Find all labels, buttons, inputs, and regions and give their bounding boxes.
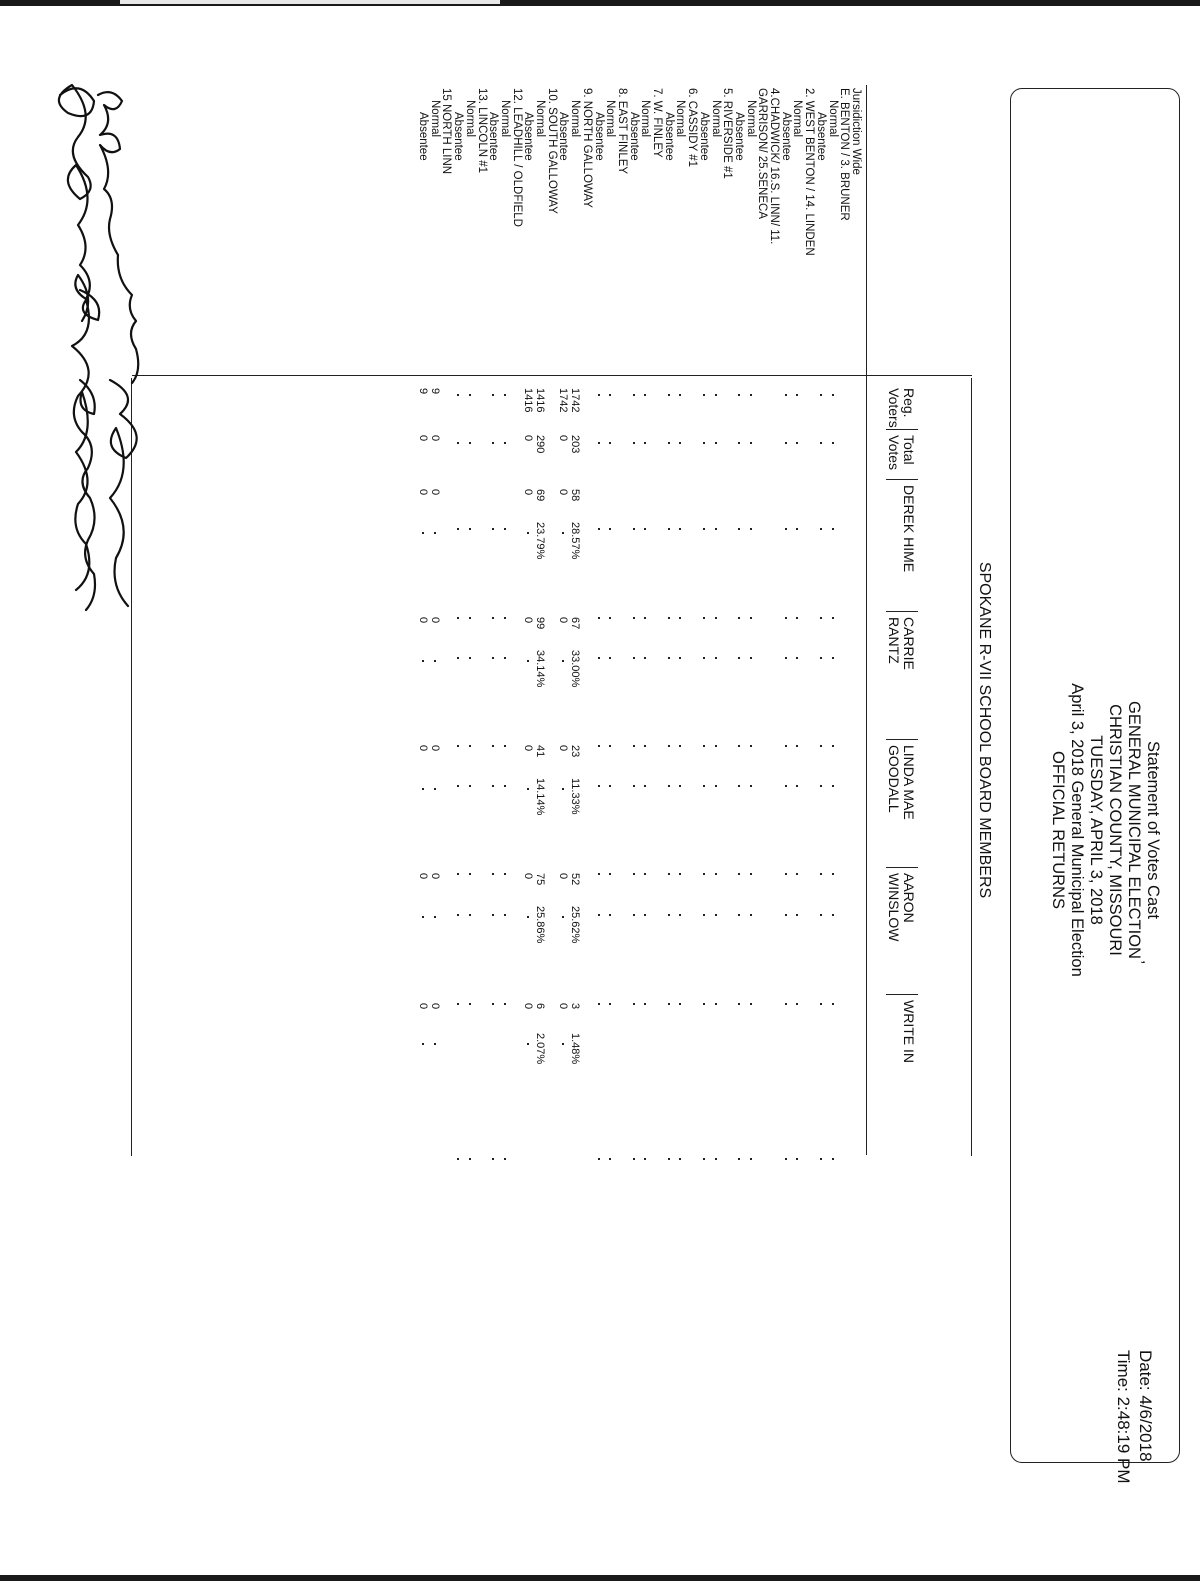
- title-line: TUESDAY, APRIL 3, 2018: [1087, 735, 1105, 925]
- stray-mark: ,: [1139, 960, 1156, 965]
- precinct-label: 4.CHADWICK/ 16.S. LINN/ 11.: [768, 88, 781, 245]
- vote-cell: 99: [534, 617, 547, 630]
- column-header-line: WRITE IN: [901, 1000, 917, 1063]
- vote-type-label: Normal: [744, 100, 757, 138]
- vote-cell: 23: [569, 745, 582, 758]
- column-header-line: WINSLOW: [886, 873, 902, 942]
- vote-cell: 0: [428, 1003, 441, 1010]
- vote-cell: 9: [417, 388, 430, 395]
- column-header-line: Votes: [886, 435, 902, 471]
- precinct-label: 15 NORTH LINN: [440, 88, 453, 175]
- precinct-label: 10. SOUTH GALLOWAY: [545, 88, 558, 214]
- vote-cell: 69: [534, 489, 547, 502]
- vote-cell: 0: [428, 617, 441, 624]
- vote-type-label: Absentee: [814, 112, 827, 161]
- vote-cell: 0: [428, 745, 441, 752]
- column-header-line: Voters: [886, 388, 902, 428]
- vote-cell: 34.14%: [534, 650, 547, 688]
- column-header-line: AARON: [901, 873, 917, 923]
- vote-cell: 0: [417, 873, 430, 880]
- vote-cell: 14.14%: [534, 778, 547, 816]
- vote-cell: 0: [522, 873, 535, 880]
- vote-cell: 1742: [569, 388, 582, 413]
- vote-cell: 23.79%: [534, 522, 547, 560]
- column-header-line: LINDA MAE: [901, 745, 917, 820]
- precinct-label: 13. LINCOLN #1: [475, 88, 488, 174]
- precinct-label: 12. LEADHILL / OLDFIELD: [510, 88, 523, 227]
- vote-type-label: Absentee: [417, 112, 430, 161]
- precinct-label: 5. RIVERSIDE #1: [721, 88, 734, 179]
- column-header-line: CARRIE: [901, 617, 917, 670]
- vote-type-label: Absentee: [487, 112, 500, 161]
- vote-cell: 0: [428, 873, 441, 880]
- precinct-label: 9. NORTH GALLOWAY: [580, 88, 593, 208]
- vote-type-label: Absentee: [557, 112, 570, 161]
- title-line: OFFICIAL RETURNS: [1049, 751, 1067, 909]
- vote-cell: 0: [522, 489, 535, 496]
- signature-1: [98, 92, 138, 383]
- vote-cell: 9: [428, 388, 441, 395]
- vote-cell: 0: [557, 873, 570, 880]
- vote-cell: 290: [534, 435, 547, 454]
- precinct-label: 2. WEST BENTON / 14. LINDEN: [803, 88, 816, 256]
- precinct-label: 7. W. FINLEY: [651, 88, 664, 158]
- title-line: Statement of Votes Cast: [1144, 741, 1162, 919]
- vote-cell: 58: [569, 489, 582, 502]
- vote-cell: 25.86%: [534, 906, 547, 944]
- vote-type-label: Absentee: [779, 112, 792, 161]
- vote-cell: 203: [569, 435, 582, 454]
- vote-cell: 1416: [534, 388, 547, 413]
- column-header-line: RANTZ: [886, 617, 902, 664]
- vote-cell: 0: [522, 435, 535, 442]
- vote-cell: 6: [534, 1003, 547, 1010]
- vote-cell: 0: [557, 489, 570, 496]
- vote-cell: 0: [417, 1003, 430, 1010]
- vote-type-label: Absentee: [697, 112, 710, 161]
- vote-type-label: Absentee: [662, 112, 675, 161]
- vote-cell: 67: [569, 617, 582, 630]
- column-header-line: Total: [901, 435, 917, 465]
- signature-2: [59, 85, 94, 321]
- vote-cell: 0: [522, 617, 535, 624]
- vote-cell: 1742: [557, 388, 570, 413]
- column-header-line: Reg.: [901, 388, 917, 418]
- vote-cell: 0: [557, 435, 570, 442]
- title-line: CHRISTIAN COUNTY, MISSOURI: [1106, 704, 1124, 956]
- vote-type-label: Normal: [428, 100, 441, 138]
- vote-type-label: Normal: [569, 100, 582, 138]
- vote-cell: 33.00%: [569, 650, 582, 688]
- vote-cell: 75: [534, 873, 547, 886]
- vote-cell: 0: [417, 435, 430, 442]
- vote-cell: 0: [522, 1003, 535, 1010]
- vote-cell: 0: [428, 435, 441, 442]
- vote-cell: 25.62%: [569, 906, 582, 944]
- vote-cell: 2.07%: [534, 1033, 547, 1065]
- signature-5: [110, 380, 137, 606]
- precinct-label: 6. CASSIDY #1: [686, 88, 699, 168]
- vote-cell: 1.48%: [569, 1033, 582, 1065]
- vote-cell: 0: [417, 617, 430, 624]
- vote-type-label: Normal: [709, 100, 722, 138]
- vote-cell: 28.57%: [569, 522, 582, 560]
- vote-type-label: Normal: [534, 100, 547, 138]
- vote-type-label: Normal: [639, 100, 652, 138]
- vote-cell: 41: [534, 745, 547, 758]
- vote-cell: 0: [522, 745, 535, 752]
- precinct-label: 8. EAST FINLEY: [616, 88, 628, 175]
- vote-cell: 0: [417, 745, 430, 752]
- vote-type-label: Normal: [674, 100, 687, 138]
- column-header-line: GOODALL: [886, 745, 902, 813]
- signature-3: [72, 290, 99, 610]
- precinct-label: E. BENTON / 3. BRUNER: [838, 88, 851, 221]
- title-line: April 3, 2018 General Municipal Election: [1068, 683, 1086, 977]
- vote-cell: 1416: [522, 388, 535, 413]
- report-time: Time: 2:48:19 PM: [1114, 1350, 1133, 1484]
- contest-title: SPOKANE R-VII SCHOOL BOARD MEMBERS: [976, 561, 993, 899]
- precinct-label: GARRISON/ 25.SENECA: [756, 88, 769, 220]
- vote-type-label: Normal: [826, 100, 839, 138]
- column-header-line: DEREK HIME: [901, 485, 917, 573]
- vote-type-label: Absentee: [627, 112, 640, 161]
- vote-cell: 0: [428, 489, 441, 496]
- vote-type-label: Absentee: [522, 112, 535, 161]
- vote-cell: 52: [569, 873, 582, 886]
- vote-type-label: Absentee: [592, 112, 605, 161]
- vote-cell: 0: [557, 745, 570, 752]
- vote-type-label: Absentee: [733, 112, 745, 161]
- title-line: GENERAL MUNICIPAL ELECTION: [1125, 701, 1143, 959]
- vote-cell: 0: [557, 1003, 570, 1010]
- vote-type-label: Normal: [604, 100, 617, 138]
- vote-cell: 0: [417, 489, 430, 496]
- vote-type-label: Normal: [463, 100, 476, 138]
- vote-type-label: Normal: [791, 100, 804, 138]
- vote-cell: 11.33%: [569, 778, 582, 815]
- vote-cell: 0: [557, 617, 570, 624]
- report-date: Date: 4/6/2018: [1136, 1350, 1155, 1462]
- vote-cell: 3: [569, 1003, 582, 1010]
- precinct-label: Jursidiction Wide: [850, 88, 862, 175]
- vote-type-label: Absentee: [452, 112, 465, 161]
- vote-type-label: Normal: [499, 100, 511, 138]
